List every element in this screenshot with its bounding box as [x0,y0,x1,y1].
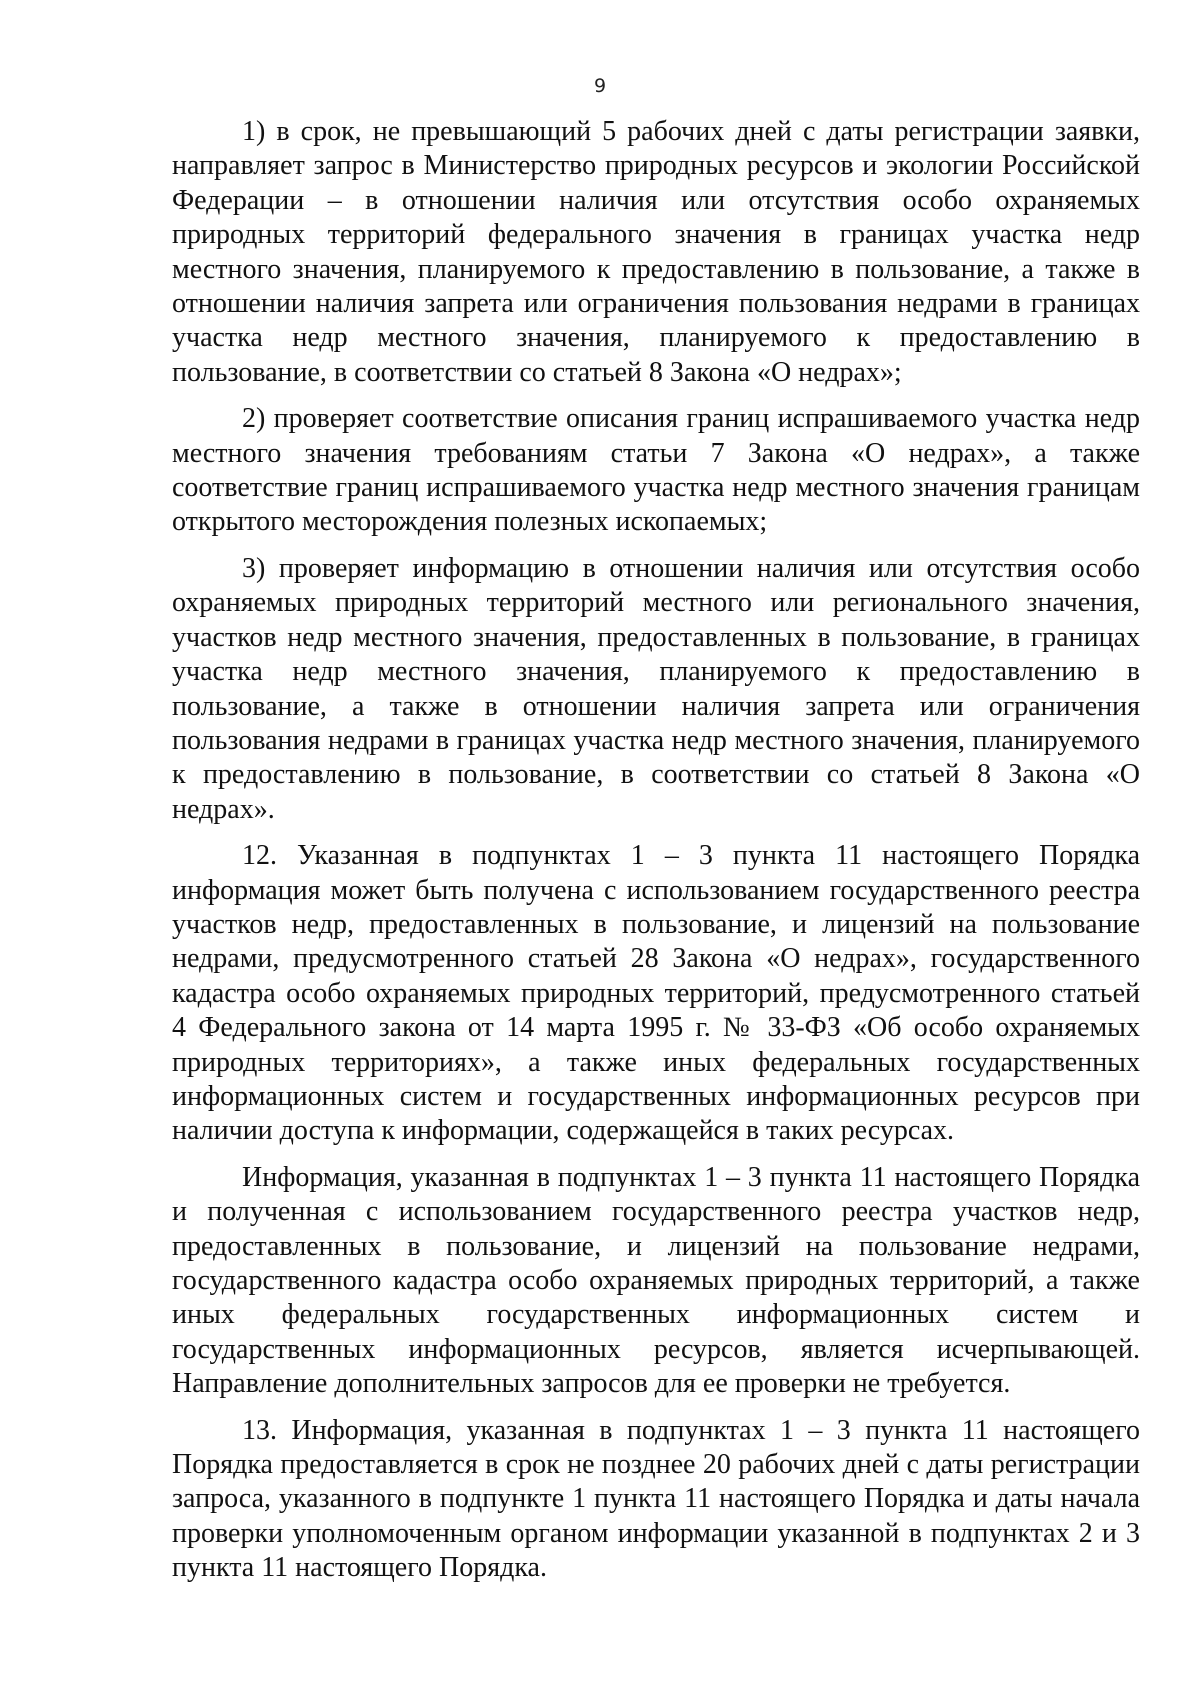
paragraph-12: 12. Указанная в подпунктах 1 – 3 пункта 11 настоящего Порядка информация может быть получена с использованием государственного реестра участков недр, предоставленных в пользование, и лицензий на пользование недрами, предусмотренного статьей 28 Закона «О недрах», государственного кадастра особо охраняемых природных территорий, предусмотренного статьей 4 Федерального закона от 14 марта 1995 г. № 33-ФЗ «Об особо охраняемых природных территориях», а также иных федеральных государственных информационных систем и государственных информационных ресурсов при наличии доступа к информации, содержащейся в таких ресурсах. [172,840,1140,1147]
paragraph-item-3: 3) проверяет информацию в отношении наличия или отсутствия особо охраняемых природных территорий местного или регионального значения, участков недр местного значения, предоставленных в пользование, в границах участка недр местного значения, планируемого к предоставлению в пользование, а также в отношении наличия запрета или ограничения пользования недрами в границах участка недр местного значения, планируемого к предоставлению в пользование, в соответствии со статьей 8 Закона «О недрах». [172,552,1140,825]
paragraph-item-1: 1) в срок, не превышающий 5 рабочих дней с даты регистрации заявки, направляет запрос в Министерство природных ресурсов и экологии Российской Федерации – в отношении наличия или отсутствия особо охраняемых природных территорий федерального значения в границах участка недр местного значения, планируемого к предоставлению в пользование, а также в отношении наличия запрета или ограничения пользования недрами в границах участка недр местного значения, планируемого к предоставлению в пользование, в соответствии со статьей 8 Закона «О недрах»; [172,116,1140,388]
page-number: 9 [593,75,607,97]
paragraph-item-2: 2) проверяет соответствие описания границ испрашиваемого участка недр местного значения требованиям статьи 7 Закона «О недрах», а также соответствие границ испрашиваемого участка недр местного значения границам открытого месторождения полезных ископаемых; [172,403,1140,538]
paragraph-13: 13. Информация, указанная в подпунктах 1 – 3 пункта 11 настоящего Порядка предоставляется в срок не позднее 20 рабочих дней с даты регистрации запроса, указанного в подпункте 1 пункта 11 настоящего Порядка и даты начала проверки уполномоченным органом информации указанной в подпунктах 2 и 3 пункта 11 настоящего Порядка. [172,1414,1140,1584]
paragraph-12-continuation: Информация, указанная в подпунктах 1 – 3 пункта 11 настоящего Порядка и полученная с использованием государственного реестра участков недр, предоставленных в пользование, и лицензий на пользование недрами, государственного кадастра особо охраняемых природных территорий, а также иных федеральных государственных информационных систем и государственных информационных ресурсов, является исчерпывающей. Направление дополнительных запросов для ее проверки не требуется. [172,1161,1140,1400]
document-body [172,115,1140,1598]
